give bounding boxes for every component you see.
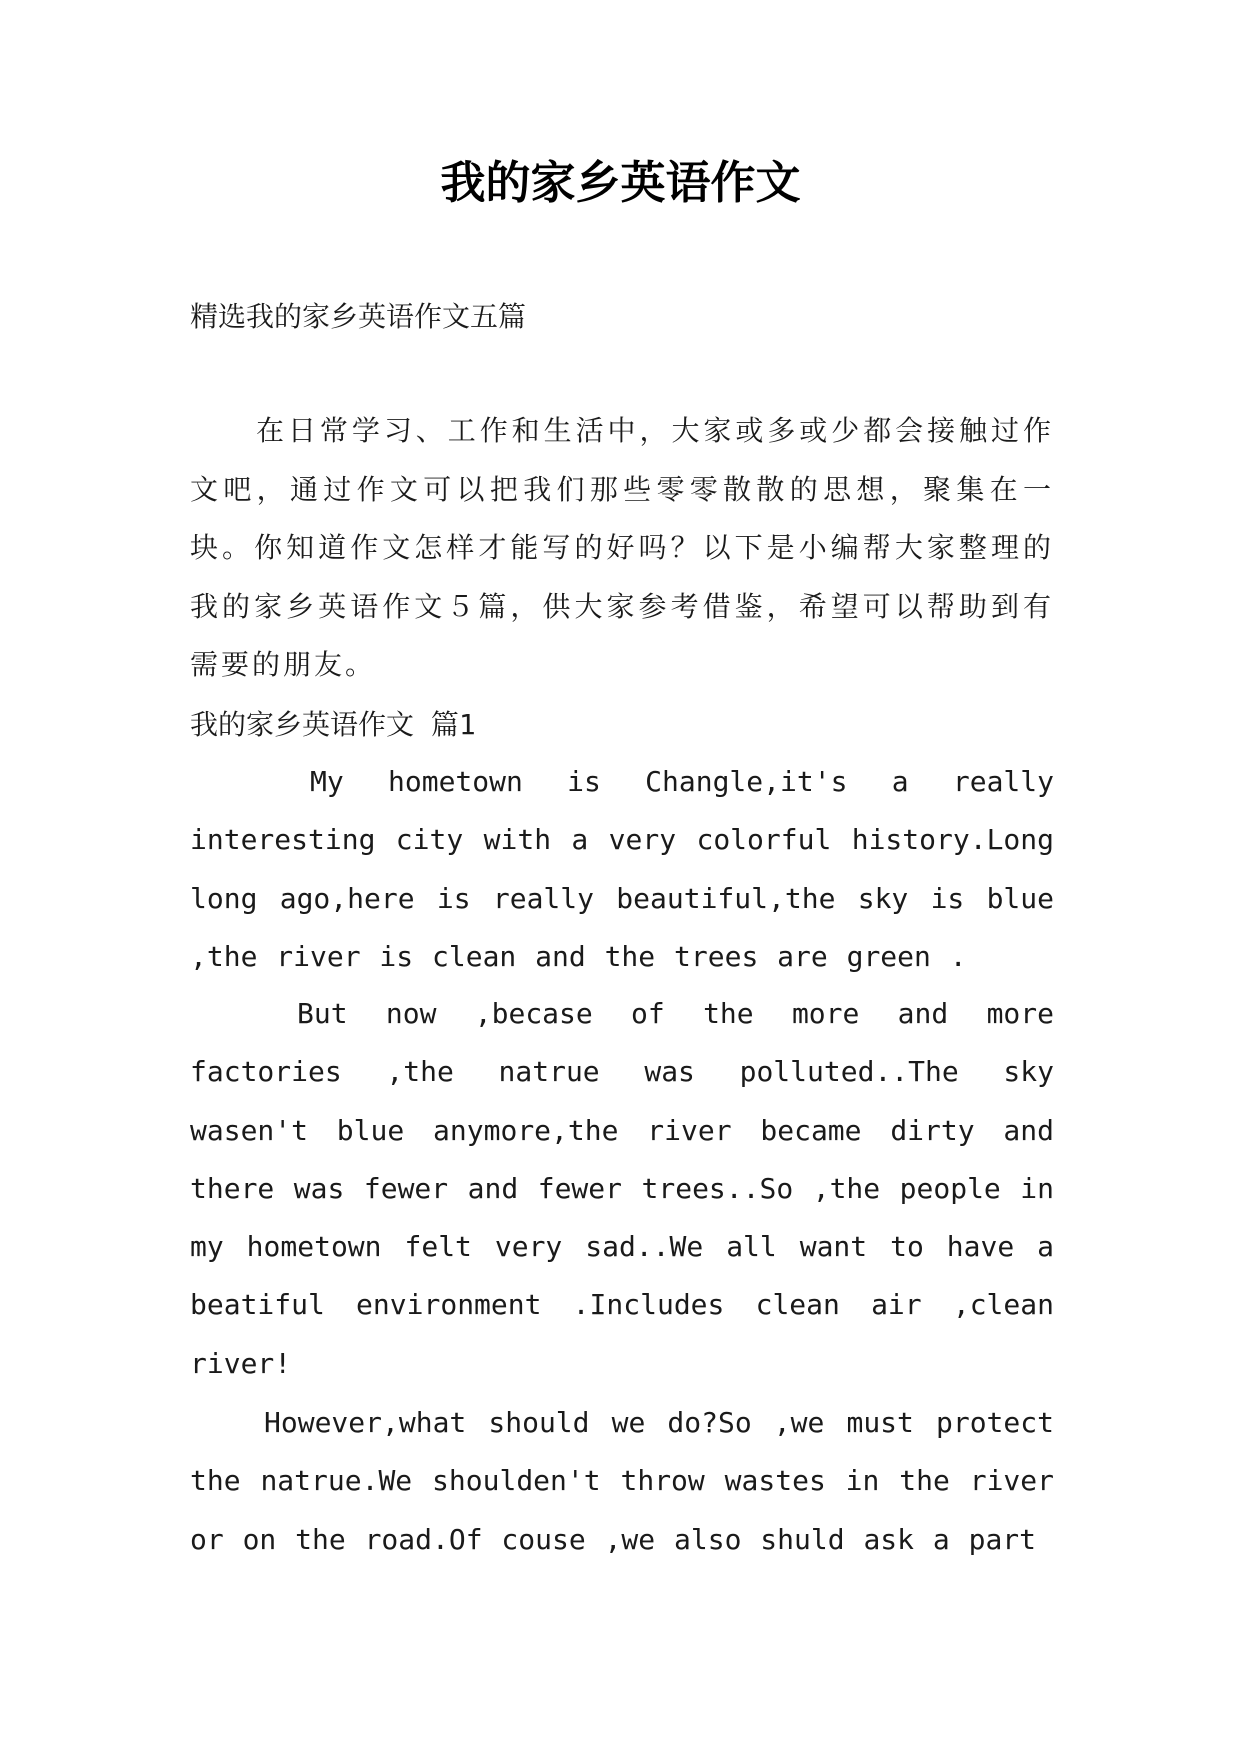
section-heading: 我的家乡英语作文 篇1 xyxy=(190,708,476,741)
essay-paragraph-3: However,what should we do?So ,we must protect the natrue.We shoulden't throw wastes in the river or on the road.Of couse ,we also shuld ask a part xyxy=(190,1406,1054,1556)
document-title: 我的家乡英语作文 xyxy=(440,156,801,209)
intro-paragraph: 在日常学习、工作和生活中，大家或多或少都会接触过作文吧，通过作文可以把我们那些零零散散的思想，聚集在一块。你知道作文怎样才能写的好吗？以下是小编帮大家整理的我的家乡英语作文５篇，供大家参考借鉴，希望可以帮助到有需要的朋友。 xyxy=(190,414,1054,681)
essay-paragraph-1: My hometown is Changle,it's a really interesting city with a very colorful history.Long long ago,here is really beautiful,the sky is blue ,the river is clean and the trees are green . xyxy=(190,765,1054,973)
essay-paragraph-2: But now ,becase of the more and more factories ,the natrue was polluted..The sky wasen't blue anymore,the river became dirty and there was fewer and fewer trees..So ,the people in my hometown felt very sad..We all want to have a beatiful environment .Includes clean air ,clean river! xyxy=(190,997,1054,1380)
document-subtitle: 精选我的家乡英语作文五篇 xyxy=(190,300,527,333)
